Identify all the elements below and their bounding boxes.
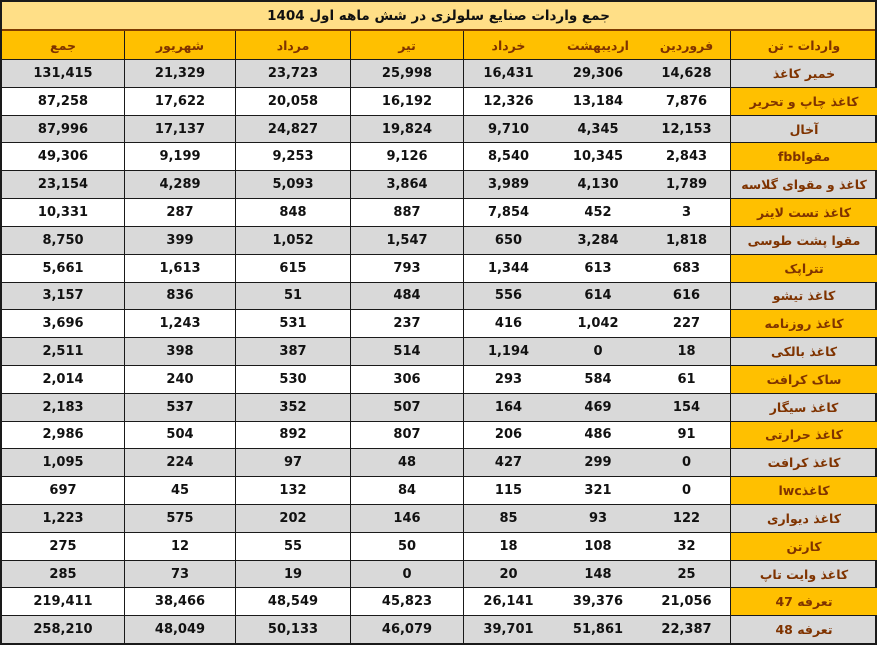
value-ordibehesht: 452 — [584, 204, 612, 220]
product-name-cell: آخال — [730, 116, 877, 143]
value-farvardin: 7,876 — [665, 93, 708, 109]
table-row — [2, 309, 875, 337]
value-mordad: 48,549 — [235, 588, 350, 615]
table-row — [2, 393, 875, 421]
value-shahrivar: 836 — [124, 283, 235, 310]
value-tir: 84 — [350, 477, 463, 504]
value-khordad: 12,326 — [463, 88, 553, 115]
value-ordibehesht: 1,042 — [577, 316, 619, 332]
product-name-cell: تعرفه 48 — [730, 616, 877, 643]
value-farvardin: 25 — [677, 566, 696, 582]
value-total: 5,661 — [42, 260, 84, 276]
value-khordad: 3,989 — [463, 171, 553, 198]
value-farvardin: 21,056 — [661, 594, 712, 610]
table-row — [2, 282, 875, 310]
value-shahrivar: 45 — [124, 477, 235, 504]
product-name-cell: کارتن — [730, 533, 877, 560]
value-farvardin: 683 — [672, 260, 701, 276]
value-tir: 306 — [350, 366, 463, 393]
value-khordad: 7,854 — [463, 199, 553, 226]
value-ordibehesht: 51,861 — [572, 622, 624, 638]
value-tir: 237 — [350, 310, 463, 337]
value-ordibehesht: 0 — [593, 344, 603, 360]
value-total: 49,306 — [37, 149, 89, 165]
value-shahrivar: 287 — [124, 199, 235, 226]
value-total: 2,511 — [42, 344, 84, 360]
value-total: 131,415 — [33, 65, 93, 81]
value-ordibehesht: 10,345 — [572, 149, 624, 165]
value-shahrivar: 398 — [124, 338, 235, 365]
value-total: 87,996 — [37, 121, 89, 137]
value-tir: 514 — [350, 338, 463, 365]
value-shahrivar: 73 — [124, 561, 235, 588]
value-tir: 1,547 — [350, 227, 463, 254]
value-total: 2,014 — [42, 371, 84, 387]
value-tir: 0 — [350, 561, 463, 588]
value-mordad: 50,133 — [235, 616, 350, 643]
table-row — [2, 448, 875, 476]
value-khordad: 39,701 — [463, 616, 553, 643]
value-total: 1,095 — [42, 455, 84, 471]
value-khordad: 9,710 — [463, 116, 553, 143]
value-khordad: 18 — [463, 533, 553, 560]
value-khordad: 16,431 — [463, 60, 553, 87]
value-total: 8,750 — [42, 232, 84, 248]
value-farvardin: 12,153 — [661, 121, 712, 137]
header-farvardin: فروردین — [659, 37, 714, 53]
value-shahrivar: 17,137 — [124, 116, 235, 143]
value-mordad: 5,093 — [235, 171, 350, 198]
value-mordad: 387 — [235, 338, 350, 365]
value-tir: 19,824 — [350, 116, 463, 143]
value-tir: 46,079 — [350, 616, 463, 643]
table-row — [2, 198, 875, 226]
product-name-cell: کاغذ تیشو — [730, 283, 877, 310]
product-name-cell: کاغذ بالکی — [730, 338, 877, 365]
value-total: 2,986 — [42, 427, 84, 443]
value-ordibehesht: 299 — [584, 455, 612, 471]
table-row — [2, 226, 875, 254]
value-mordad: 202 — [235, 505, 350, 532]
value-farvardin: 32 — [677, 538, 696, 554]
table-row — [2, 504, 875, 532]
value-ordibehesht: 29,306 — [572, 65, 624, 81]
value-total: 285 — [49, 566, 77, 582]
product-name-cell: تعرفه 47 — [730, 588, 877, 615]
value-total: 10,331 — [37, 204, 89, 220]
value-total: 87,258 — [37, 93, 89, 109]
value-khordad: 20 — [463, 561, 553, 588]
value-ordibehesht: 321 — [584, 483, 612, 499]
table-row — [2, 365, 875, 393]
value-total: 258,210 — [33, 622, 93, 638]
value-mordad: 530 — [235, 366, 350, 393]
value-farvardin: 22,387 — [661, 622, 712, 638]
value-ordibehesht: 584 — [584, 371, 612, 387]
value-shahrivar: 1,243 — [124, 310, 235, 337]
value-mordad: 97 — [235, 449, 350, 476]
value-farvardin: 1,789 — [665, 177, 708, 193]
product-name-cell: کاغذ حرارتی — [730, 422, 877, 449]
value-khordad: 8,540 — [463, 143, 553, 170]
table-row — [2, 115, 875, 143]
table-row — [2, 170, 875, 198]
value-khordad: 556 — [463, 283, 553, 310]
value-khordad: 115 — [463, 477, 553, 504]
value-shahrivar: 17,622 — [124, 88, 235, 115]
value-shahrivar: 240 — [124, 366, 235, 393]
product-name-cell: کاغذ و مقوای گلاسه — [730, 171, 877, 198]
value-mordad: 20,058 — [235, 88, 350, 115]
value-khordad: 85 — [463, 505, 553, 532]
product-name-cell: کاغذ وایت تاپ — [730, 561, 877, 588]
value-mordad: 1,052 — [235, 227, 350, 254]
value-shahrivar: 575 — [124, 505, 235, 532]
value-tir: 146 — [350, 505, 463, 532]
value-ordibehesht: 3,284 — [577, 232, 619, 248]
table-row — [2, 476, 875, 504]
value-tir: 45,823 — [350, 588, 463, 615]
table-title: جمع واردات صنایع سلولزی در شش ماهه اول 1404 — [2, 2, 875, 31]
value-tir: 9,126 — [350, 143, 463, 170]
value-farvardin: 14,628 — [661, 65, 712, 81]
table-row — [2, 587, 875, 615]
value-khordad: 26,141 — [463, 588, 553, 615]
value-mordad: 23,723 — [235, 60, 350, 87]
value-shahrivar: 224 — [124, 449, 235, 476]
value-tir: 3,864 — [350, 171, 463, 198]
value-shahrivar: 12 — [124, 533, 235, 560]
value-mordad: 352 — [235, 394, 350, 421]
header-shahrivar: شهریور — [124, 31, 235, 59]
product-name-cell: مقواfbb — [730, 143, 877, 170]
value-mordad: 531 — [235, 310, 350, 337]
product-name-cell: کاغذ کرافت — [730, 449, 877, 476]
value-khordad: 427 — [463, 449, 553, 476]
value-mordad: 848 — [235, 199, 350, 226]
product-name-cell: خمیر کاغذ — [730, 60, 877, 87]
header-ordibehesht: اردیبهشت — [567, 37, 629, 53]
product-name-cell: کاغذ روزنامه — [730, 310, 877, 337]
value-shahrivar: 504 — [124, 422, 235, 449]
table-row — [2, 532, 875, 560]
value-total: 275 — [49, 538, 77, 554]
value-ordibehesht: 148 — [584, 566, 612, 582]
product-name-cell: مقوا پشت طوسی — [730, 227, 877, 254]
value-ordibehesht: 4,345 — [577, 121, 619, 137]
table-row — [2, 615, 875, 643]
product-name-cell: کاغذ چاپ و تحریر — [730, 88, 877, 115]
product-name-cell: ساک کرافت — [730, 366, 877, 393]
header-mordad: مرداد — [235, 31, 350, 59]
value-total: 3,157 — [42, 288, 84, 304]
value-tir: 507 — [350, 394, 463, 421]
value-ordibehesht: 13,184 — [572, 93, 624, 109]
value-mordad: 55 — [235, 533, 350, 560]
value-shahrivar: 9,199 — [124, 143, 235, 170]
value-tir: 807 — [350, 422, 463, 449]
value-farvardin: 61 — [677, 371, 696, 387]
header-tir: تیر — [350, 31, 463, 59]
value-farvardin: 616 — [672, 288, 701, 304]
table-row — [2, 560, 875, 588]
value-khordad: 1,344 — [463, 255, 553, 282]
value-ordibehesht: 469 — [584, 399, 612, 415]
value-ordibehesht: 108 — [584, 538, 612, 554]
product-name-cell: کاغذ تست لاینر — [730, 199, 877, 226]
value-mordad: 19 — [235, 561, 350, 588]
value-farvardin: 3 — [681, 204, 692, 220]
header-total: جمع — [50, 37, 76, 53]
value-tir: 887 — [350, 199, 463, 226]
table-row — [2, 59, 875, 87]
value-total: 3,696 — [42, 316, 84, 332]
value-tir: 50 — [350, 533, 463, 560]
value-farvardin: 122 — [672, 510, 701, 526]
value-mordad: 892 — [235, 422, 350, 449]
value-farvardin: 2,843 — [665, 149, 708, 165]
table-row — [2, 254, 875, 282]
value-khordad: 206 — [463, 422, 553, 449]
header-row — [2, 31, 875, 59]
table-row — [2, 142, 875, 170]
value-farvardin: 227 — [672, 316, 701, 332]
value-total: 23,154 — [37, 177, 89, 193]
value-total: 219,411 — [33, 594, 93, 610]
value-farvardin: 91 — [677, 427, 696, 443]
value-shahrivar: 48,049 — [124, 616, 235, 643]
value-mordad: 9,253 — [235, 143, 350, 170]
value-tir: 48 — [350, 449, 463, 476]
header-imports-unit: واردات - تن — [730, 31, 877, 59]
value-tir: 793 — [350, 255, 463, 282]
value-mordad: 615 — [235, 255, 350, 282]
value-total: 697 — [49, 483, 77, 499]
value-mordad: 51 — [235, 283, 350, 310]
value-farvardin: 1,818 — [665, 232, 708, 248]
value-ordibehesht: 4,130 — [577, 177, 619, 193]
value-ordibehesht: 39,376 — [572, 594, 624, 610]
value-tir: 25,998 — [350, 60, 463, 87]
value-khordad: 416 — [463, 310, 553, 337]
product-name-cell: کاغذ دیواری — [730, 505, 877, 532]
value-shahrivar: 537 — [124, 394, 235, 421]
value-mordad: 24,827 — [235, 116, 350, 143]
value-tir: 484 — [350, 283, 463, 310]
value-total: 1,223 — [42, 510, 84, 526]
value-shahrivar: 21,329 — [124, 60, 235, 87]
value-khordad: 293 — [463, 366, 553, 393]
value-farvardin: 18 — [677, 344, 696, 360]
value-ordibehesht: 613 — [584, 260, 612, 276]
value-farvardin: 0 — [681, 455, 692, 471]
value-total: 2,183 — [42, 399, 84, 415]
table-body — [2, 59, 875, 643]
table-row — [2, 337, 875, 365]
value-shahrivar: 38,466 — [124, 588, 235, 615]
value-shahrivar: 399 — [124, 227, 235, 254]
header-khordad: خرداد — [463, 31, 553, 59]
table-row — [2, 421, 875, 449]
value-tir: 16,192 — [350, 88, 463, 115]
value-khordad: 650 — [463, 227, 553, 254]
value-khordad: 164 — [463, 394, 553, 421]
value-shahrivar: 1,613 — [124, 255, 235, 282]
value-farvardin: 154 — [672, 399, 701, 415]
value-khordad: 1,194 — [463, 338, 553, 365]
product-name-cell: تتراپک — [730, 255, 877, 282]
product-name-cell: کاغذlwc — [730, 477, 877, 504]
value-shahrivar: 4,289 — [124, 171, 235, 198]
value-ordibehesht: 486 — [584, 427, 612, 443]
value-ordibehesht: 93 — [588, 510, 608, 526]
table-row — [2, 87, 875, 115]
value-ordibehesht: 614 — [584, 288, 612, 304]
product-name-cell: کاغذ سیگار — [730, 394, 877, 421]
value-mordad: 132 — [235, 477, 350, 504]
value-farvardin: 0 — [681, 483, 692, 499]
